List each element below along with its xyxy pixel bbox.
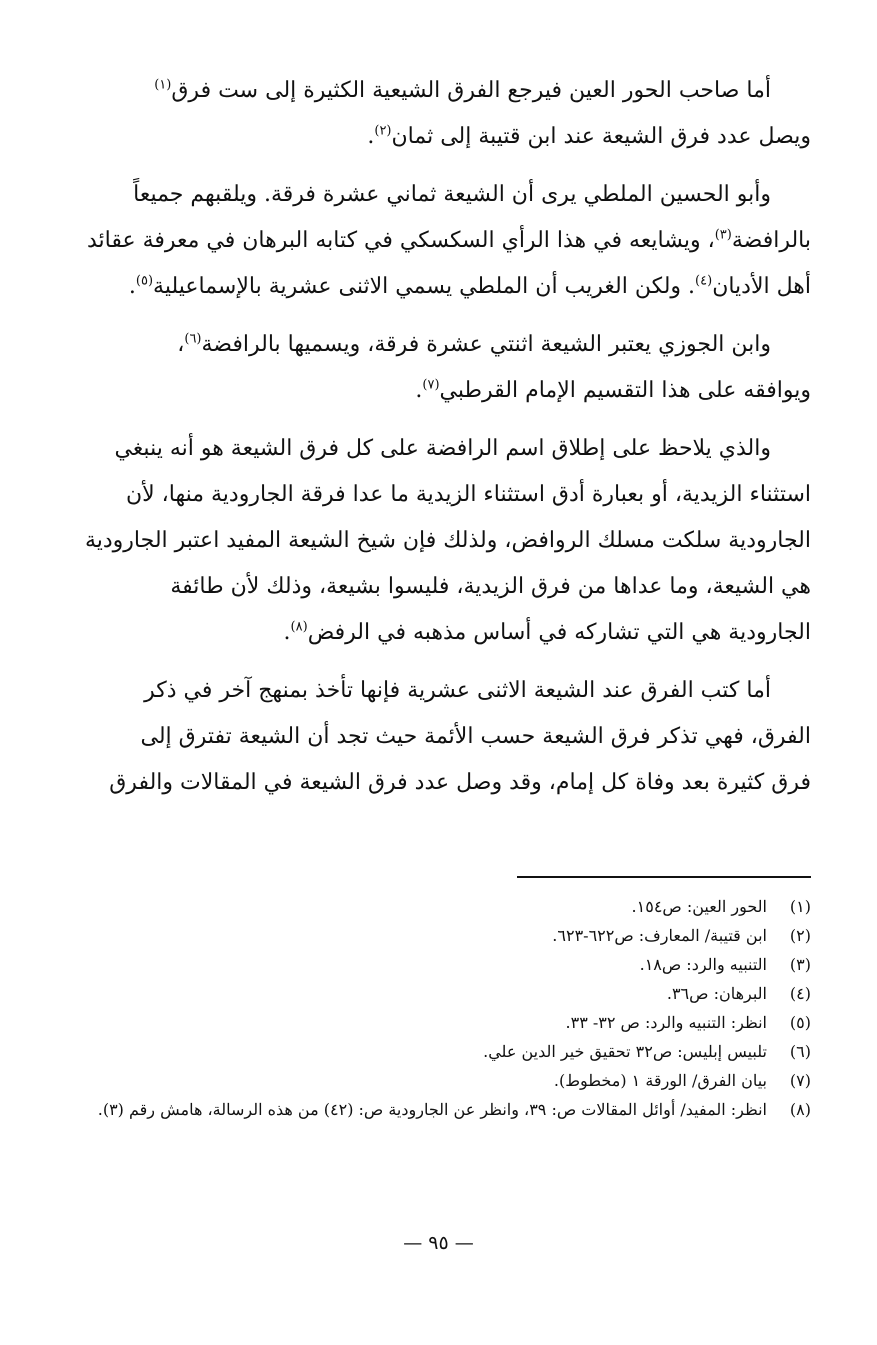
text-line: استثناء الزيدية، أو بعبارة أدق استثناء الزيدية ما عدا فرقة الجارودية منها، لأن — [125, 482, 811, 507]
footnote-item — [67, 979, 811, 1008]
footnote-number: (٦) — [789, 1042, 811, 1061]
paragraph-3 — [67, 322, 811, 414]
footnote-text: البرهان: ص٣٦. — [666, 984, 767, 1003]
footnote-item — [67, 1008, 811, 1037]
footnote-ref[interactable]: (٤) — [695, 273, 713, 289]
footnote-text: بيان الفرق/ الورقة ١ (مخطوط). — [553, 1071, 767, 1090]
main-text — [67, 68, 811, 818]
text-line: فرق كثيرة بعد وفاة كل إمام، وقد وصل عدد فرق الشيعة في المقالات والفرق — [109, 770, 811, 795]
footnote-number: (٣) — [789, 955, 811, 974]
footnote-item — [67, 1066, 811, 1095]
paragraph-4 — [67, 426, 811, 656]
text-line: أهل الأديان$^{(٤)}$. ولكن الغريب أن الملطي يسمي الاثنى عشرية بالإسماعيلية$^{(٥)}$. — [128, 273, 811, 299]
text-line: وأبو الحسين الملطي يرى أن الشيعة ثماني عشرة فرقة. ويلقبهم جميعاً — [133, 182, 771, 207]
footnote-item — [67, 1095, 811, 1124]
footnote-number: (٨) — [789, 1100, 811, 1119]
footnote-text: الحور العين: ص١٥٤. — [631, 897, 767, 916]
footnote-text: انظر: التنبيه والرد: ص ٣٢- ٣٣. — [565, 1013, 767, 1032]
footnote-ref[interactable]: (٢) — [374, 123, 392, 139]
paragraph-2 — [67, 172, 811, 310]
footnote-ref[interactable]: (٣) — [714, 227, 732, 243]
footnote-number: (٥) — [789, 1013, 811, 1032]
text-line: أما صاحب الحور العين فيرجع الفرق الشيعية الكثيرة إلى ست فرق$^{(١)}$ — [154, 77, 771, 103]
text-line: الفرق، فهي تذكر فرق الشيعة حسب الأئمة حيث تجد أن الشيعة تفترق إلى — [140, 724, 811, 749]
text-line: الجارودية سلكت مسلك الروافض، ولذلك فإن شيخ الشيعة المفيد اعتبر الجارودية — [84, 528, 811, 553]
footnote-number: (٢) — [789, 926, 811, 945]
footnotes — [67, 892, 811, 1124]
footnote-ref[interactable]: (١) — [154, 77, 172, 93]
footnote-item — [67, 950, 811, 979]
text-line: الجارودية هي التي تشاركه في أساس مذهبه في الرفض$^{(٨)}$. — [283, 619, 811, 645]
footnote-item — [67, 921, 811, 950]
paragraph-1 — [67, 68, 811, 160]
text-line: وابن الجوزي يعتبر الشيعة اثنتي عشرة فرقة، ويسميها بالرافضة$^{(٦)}$، — [177, 331, 771, 357]
footnote-text: التنبيه والرد: ص١٨. — [639, 955, 767, 974]
footnote-ref[interactable]: (٧) — [422, 377, 440, 393]
text-line: ويوافقه على هذا التقسيم الإمام القرطبي$^{(٧)}$. — [415, 377, 811, 403]
text-line: والذي يلاحظ على إطلاق اسم الرافضة على كل فرق الشيعة هو أنه ينبغي — [114, 436, 771, 461]
footnote-separator — [517, 876, 811, 878]
footnote-item — [67, 1037, 811, 1066]
footnote-ref[interactable]: (٦) — [184, 331, 202, 347]
footnote-text: ابن قتيبة/ المعارف: ص٦٢٢-٦٢٣. — [552, 926, 767, 945]
page-number: — ٩٥ — — [403, 1232, 474, 1254]
footnote-text: انظر: المفيد/ أوائل المقالات ص: ٣٩، وانظر عن الجارودية ص: (٤٢) من هذه الرسالة، هامش رقم (٣). — [97, 1100, 767, 1119]
text-line: أما كتب الفرق عند الشيعة الاثنى عشرية فإنها تأخذ بمنهج آخر في ذكر — [144, 678, 771, 703]
text-line: هي الشيعة، وما عداها من فرق الزيدية، فليسوا بشيعة، وذلك لأن طائفة — [170, 574, 811, 599]
footnote-number: (٤) — [789, 984, 811, 1003]
footnote-text: تلبيس إبليس: ص٣٢ تحقيق خير الدين علي. — [483, 1042, 767, 1061]
footnote-ref[interactable]: (٥) — [135, 273, 154, 289]
text-line: ويصل عدد فرق الشيعة عند ابن قتيبة إلى ثمان$^{(٢)}$. — [367, 123, 811, 149]
footnote-ref[interactable]: (٨) — [290, 619, 308, 635]
footnote-number: (١) — [789, 897, 811, 916]
footnote-number: (٧) — [789, 1071, 811, 1090]
footnote-item — [67, 892, 811, 921]
text-line: بالرافضة$^{(٣)}$، ويشايعه في هذا الرأي السكسكي في كتابه البرهان في معرفة عقائد — [86, 227, 811, 253]
paragraph-5 — [67, 668, 811, 806]
